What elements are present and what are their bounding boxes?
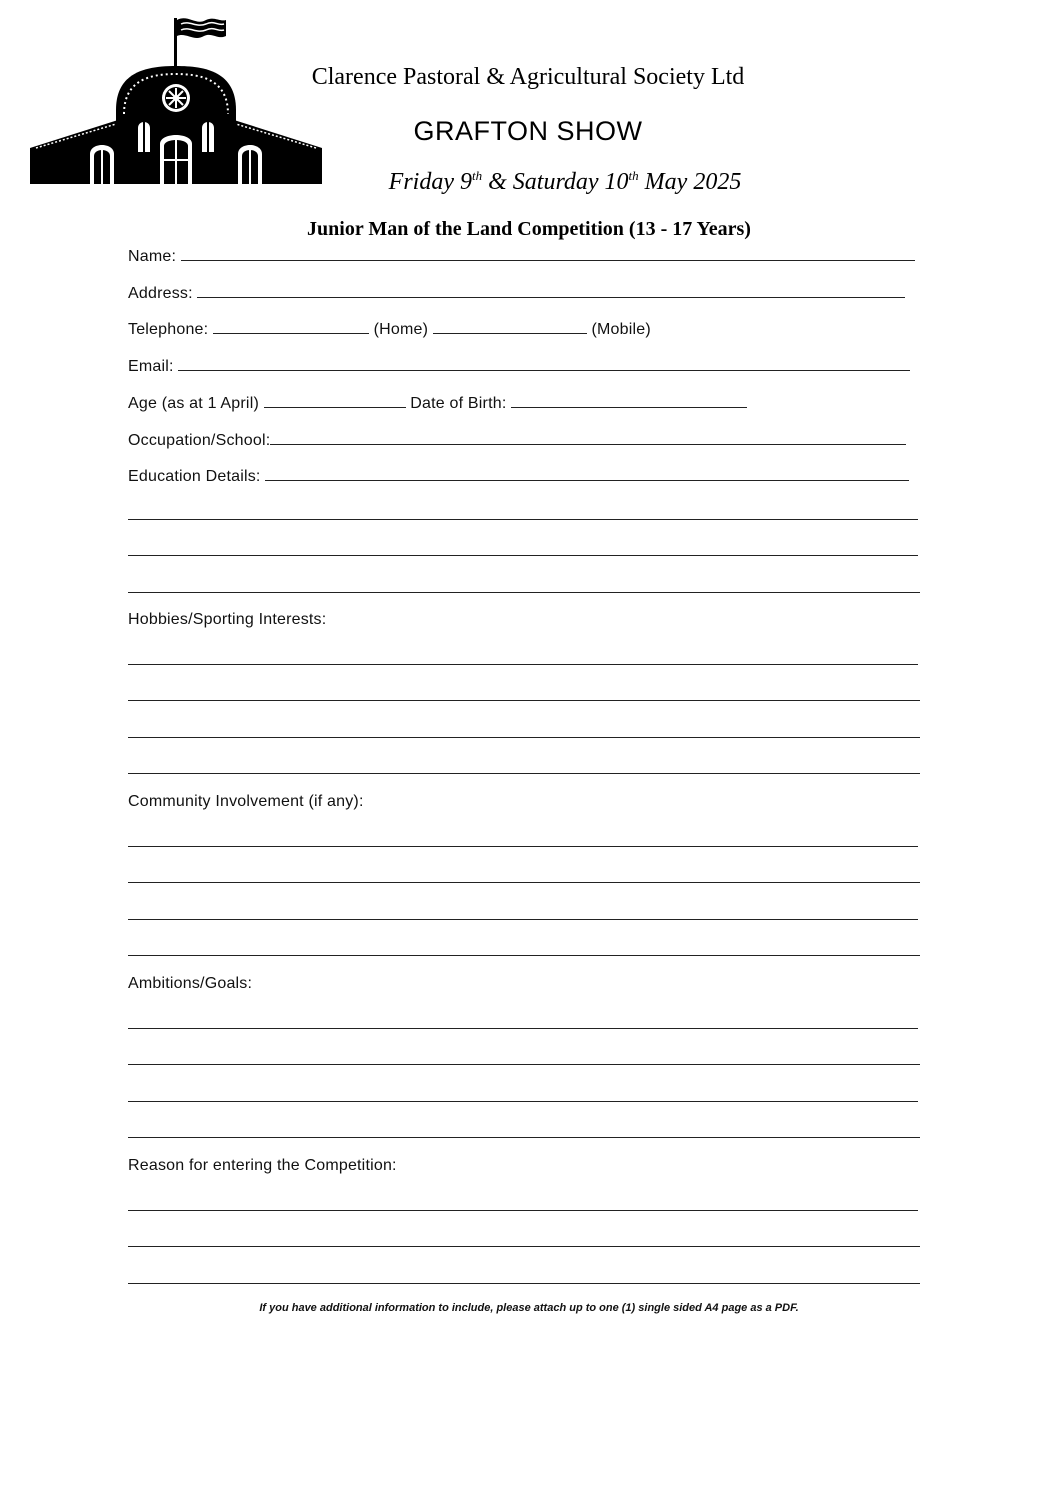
address-label: Address:: [128, 285, 193, 302]
reason-line[interactable]: [128, 1283, 920, 1284]
community-line[interactable]: [128, 882, 920, 883]
hobbies-line[interactable]: [128, 700, 920, 701]
community-line[interactable]: [128, 919, 918, 920]
name-label: Name:: [128, 248, 177, 265]
telephone-row: [128, 319, 651, 339]
hobbies-label: Hobbies/Sporting Interests:: [128, 611, 327, 628]
education-line[interactable]: [128, 555, 918, 556]
education-line[interactable]: [128, 519, 918, 520]
organisation-name: Clarence Pastoral & Agricultural Society Ltd: [311, 64, 745, 90]
reason-label: Reason for entering the Competition:: [128, 1157, 397, 1174]
ambitions-line[interactable]: [128, 1028, 918, 1029]
dob-label: Date of Birth:: [410, 395, 507, 412]
occupation-label: Occupation/School:: [128, 432, 271, 449]
age-field[interactable]: [264, 393, 406, 408]
age-label: Age (as at 1 April): [128, 395, 259, 412]
home-label: (Home): [373, 321, 429, 338]
education-label: Education Details:: [128, 468, 261, 485]
telephone-label: Telephone:: [128, 321, 209, 338]
email-label: Email:: [128, 358, 174, 375]
dob-field[interactable]: [511, 393, 747, 408]
occupation-row: [128, 430, 906, 450]
community-line[interactable]: [128, 955, 920, 956]
age-row: [128, 393, 747, 413]
email-field[interactable]: [178, 356, 910, 371]
education-row: [128, 466, 909, 486]
email-row: [128, 356, 910, 376]
education-field[interactable]: [265, 466, 909, 481]
reason-line[interactable]: [128, 1246, 920, 1247]
ambitions-line[interactable]: [128, 1137, 920, 1138]
mobile-phone-field[interactable]: [433, 319, 587, 334]
reason-line[interactable]: [128, 1210, 918, 1211]
ambitions-line[interactable]: [128, 1101, 918, 1102]
hobbies-line[interactable]: [128, 737, 920, 738]
show-dates: Friday 9th & Saturday 10th May 2025: [388, 168, 742, 195]
community-line[interactable]: [128, 846, 918, 847]
footnote: If you have additional information to include, please attach up to one (1) single sided A4 page as a PDF.: [259, 1302, 799, 1314]
education-line[interactable]: [128, 592, 920, 593]
hobbies-line[interactable]: [128, 664, 918, 665]
community-label: Community Involvement (if any):: [128, 793, 364, 810]
ambitions-line[interactable]: [128, 1064, 920, 1065]
mobile-label: (Mobile): [591, 321, 651, 338]
name-field[interactable]: [181, 246, 915, 261]
grafton-show-pavilion-logo: [28, 14, 324, 184]
address-row: [128, 283, 905, 303]
hobbies-line[interactable]: [128, 773, 920, 774]
name-row: [128, 246, 915, 266]
show-name: GRAFTON SHOW: [413, 116, 643, 146]
form-title: Junior Man of the Land Competition (13 - 17 Years): [307, 218, 751, 240]
ambitions-label: Ambitions/Goals:: [128, 975, 253, 992]
home-phone-field[interactable]: [213, 319, 369, 334]
address-field[interactable]: [197, 283, 905, 298]
occupation-field[interactable]: [270, 430, 906, 445]
